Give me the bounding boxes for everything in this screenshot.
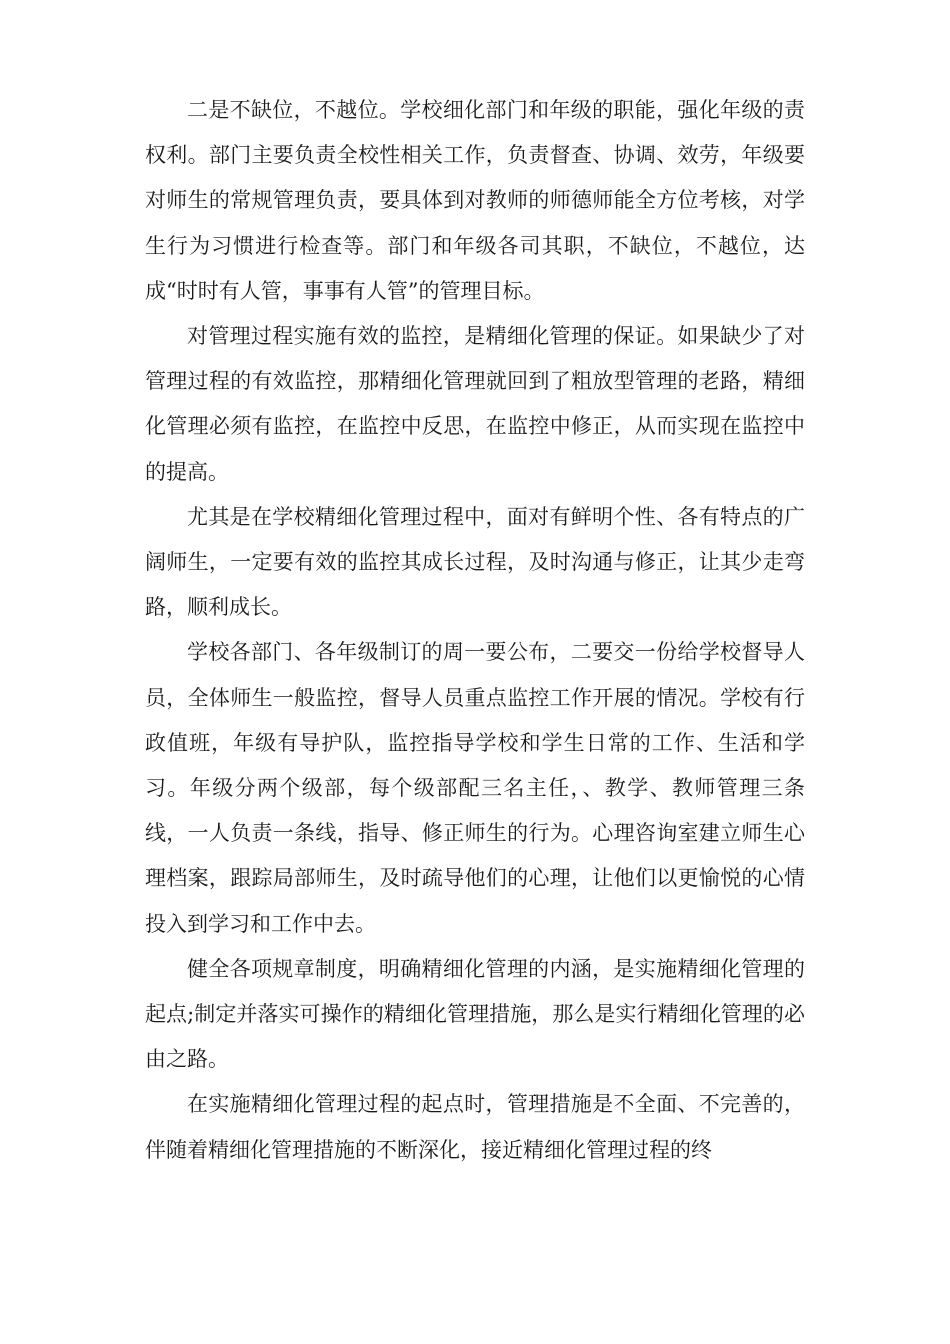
paragraph-3: 尤其是在学校精细化管理过程中，面对有鲜明个性、各有特点的广阔师生，一定要有效的监控其成长过程，及时沟通与修正，让其少走弯路，顺利成长。 [145, 504, 805, 620]
paragraph-4: 学校各部门、各年级制订的周一要公布，二要交一份给学校督导人员，全体师生一般监控，督导人员重点监控工作开展的情况。学校有行政值班，年级有导护队，监控指导学校和学生日常的工作、生活和学习。年级分两个级部，每个级部配三名主任，、教学、教师管理三条线，一人负责一条线，指导、修正师生的行为。心理咨询室建立师生心理档案，跟踪局部师生，及时疏导他们的心理，让他们以更愉悦的心情投入到学习和工作中去。 [145, 640, 805, 936]
document-body [145, 88, 805, 1173]
paragraph-2: 对管理过程实施有效的监控，是精细化管理的保证。如果缺少了对管理过程的有效监控，那精细化管理就回到了粗放型管理的老路，精细化管理必须有监控，在监控中反思，在监控中修正，从而实现在监控中的提高。 [145, 324, 805, 484]
paragraph-6: 在实施精细化管理过程的起点时，管理措施是不全面、不完善的，伴随着精细化管理措施的不断深化，接近精细化管理过程的终 [145, 1092, 805, 1162]
paragraph-1: 二是不缺位，不越位。学校细化部门和年级的职能，强化年级的责权利。部门主要负责全校性相关工作，负责督查、协调、效劳，年级要对师生的常规管理负责，要具体到对教师的师德师能全方位考核，对学生行为习惯进行检查等。部门和年级各司其职，不缺位，不越位，达成“时时有人管，事事有人管”的管理目标。 [145, 98, 805, 303]
paragraph-5: 健全各项规章制度，明确精细化管理的内涵，是实施精细化管理的起点;制定并落实可操作的精细化管理措施，那么是实行精细化管理的必由之路。 [145, 956, 805, 1072]
